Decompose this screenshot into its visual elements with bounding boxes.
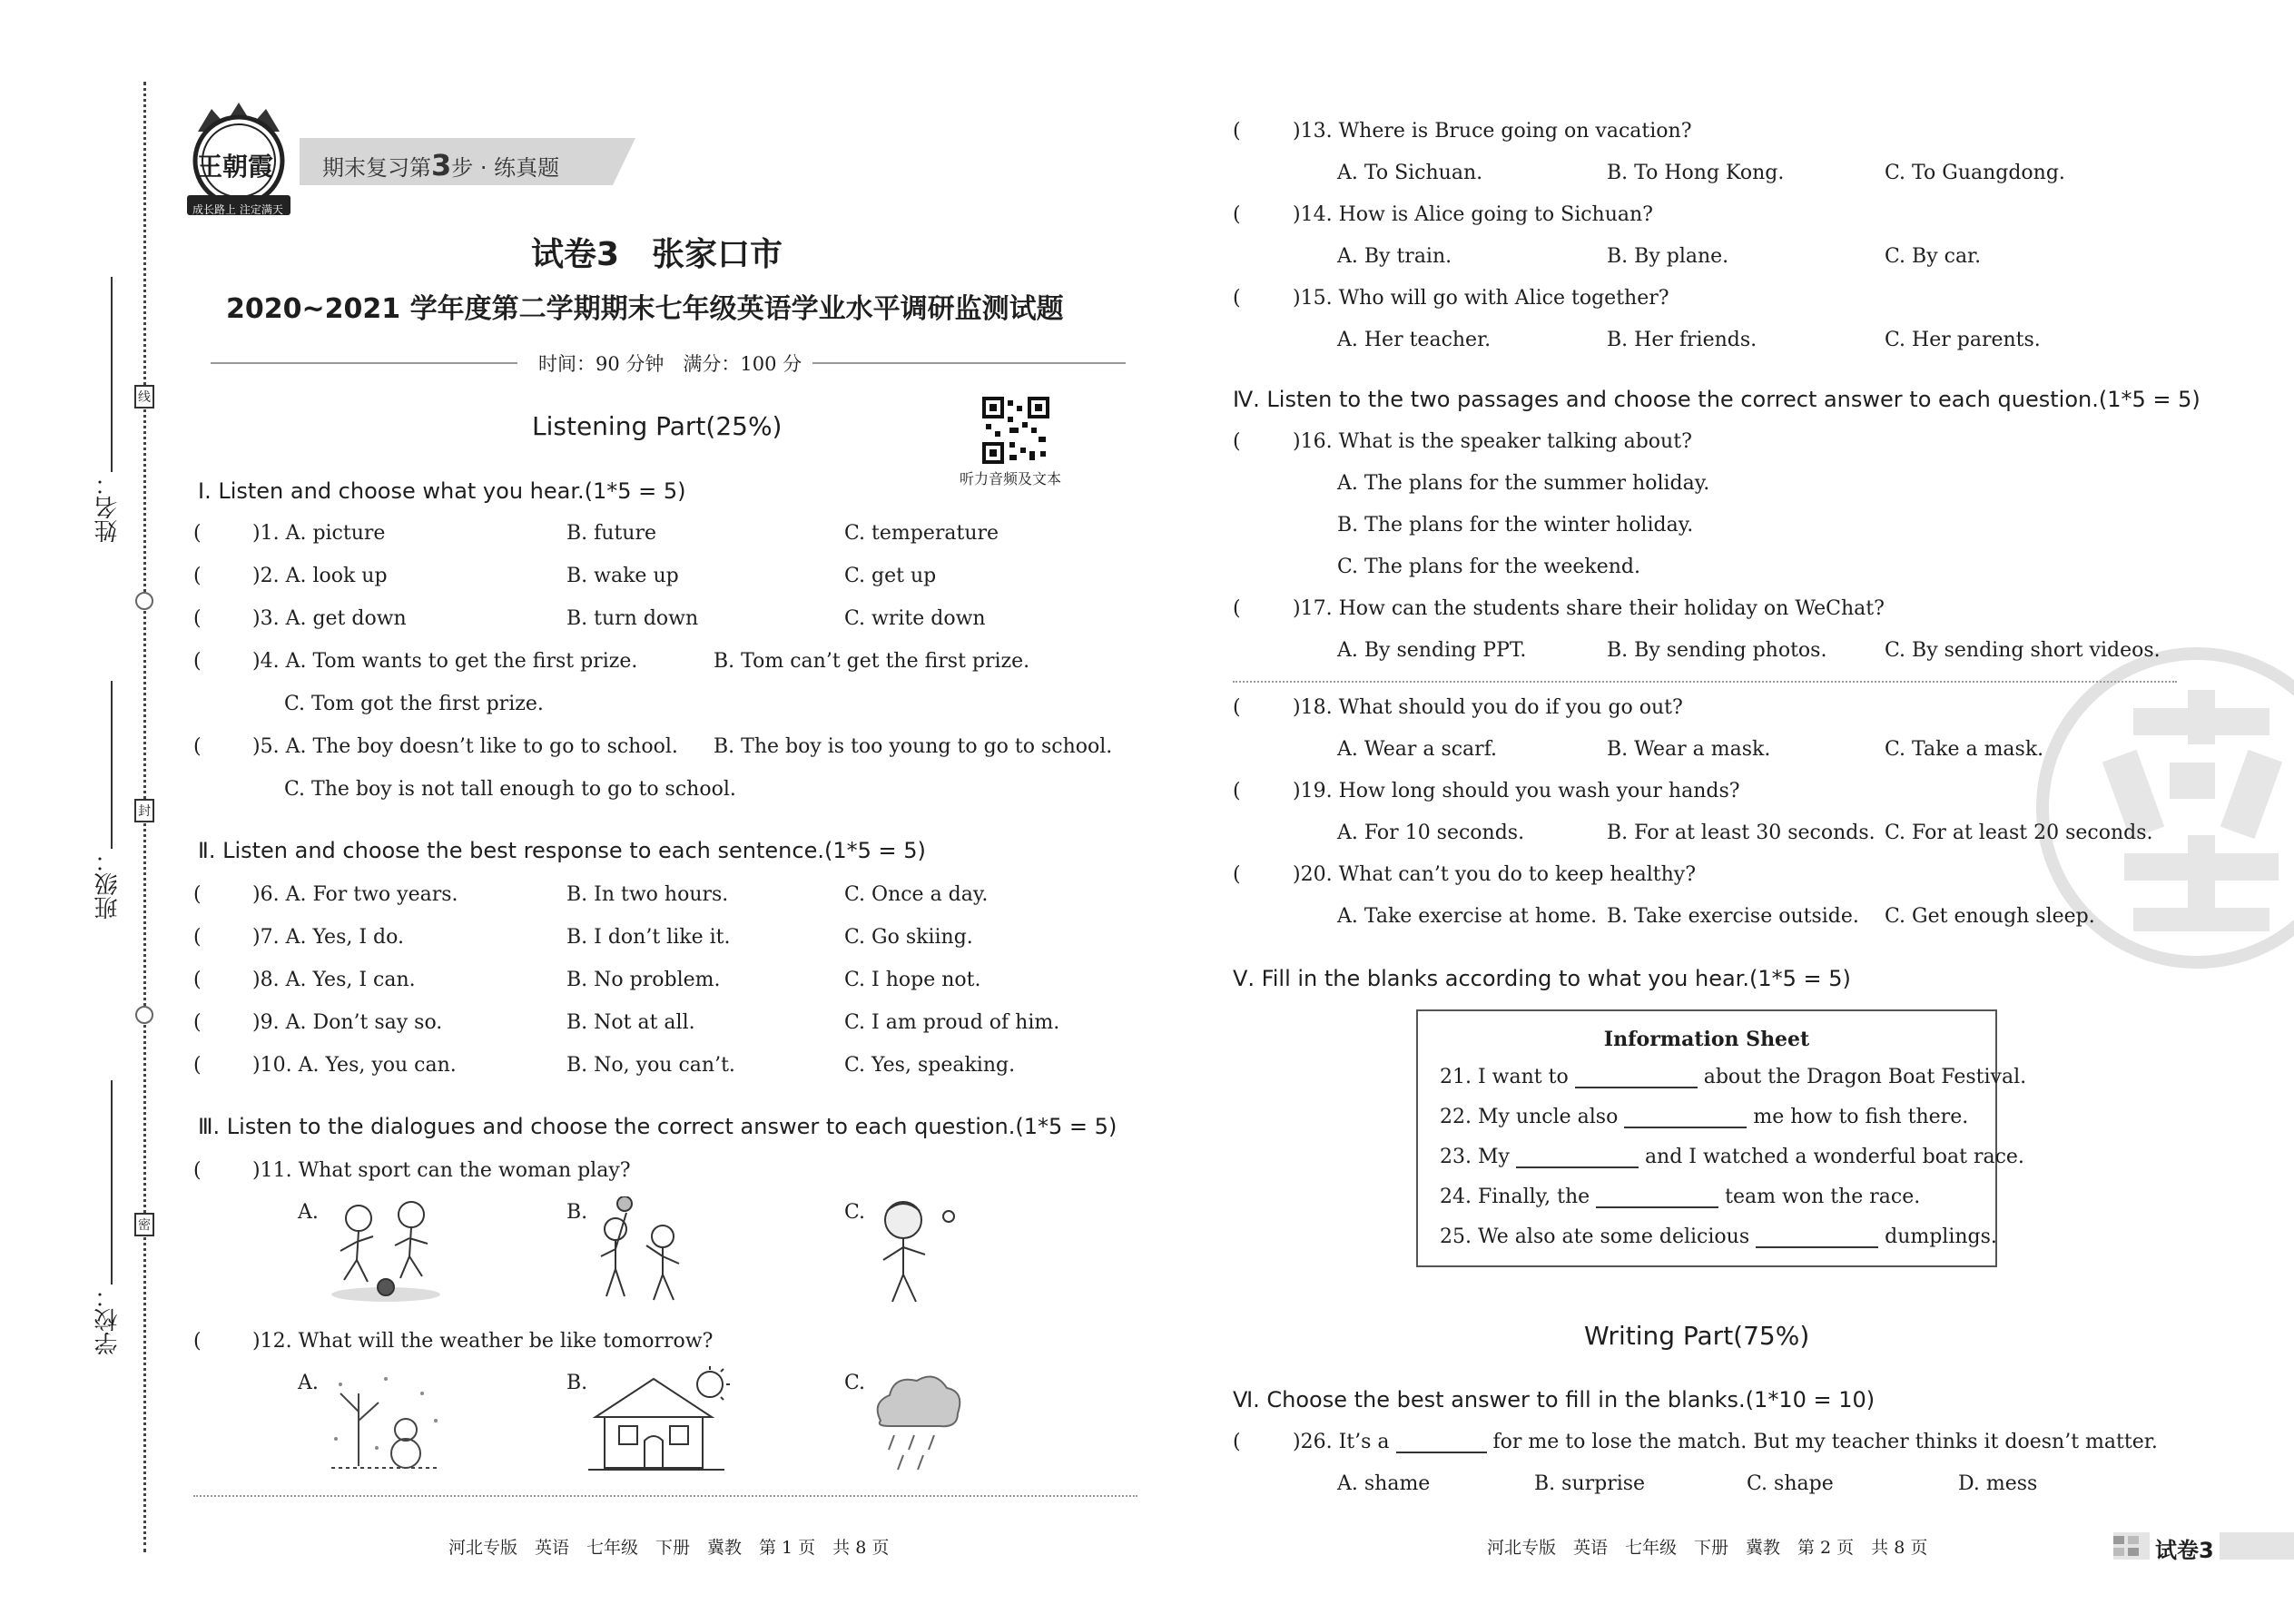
q20-option-a: A. Take exercise at home. bbox=[1337, 905, 1598, 928]
paper-subtitle: 2020~2021 学年度第二学期期末七年级英语学业水平调研监测试题 bbox=[226, 293, 1064, 325]
fill-23-before: 23. My bbox=[1440, 1146, 1510, 1168]
school-blank bbox=[111, 1080, 113, 1284]
answer-paren[interactable]: ( bbox=[193, 1330, 202, 1353]
q7-option-b: B. I don’t like it. bbox=[566, 926, 731, 949]
blank-22-input[interactable] bbox=[1624, 1108, 1747, 1128]
q20-option-c: C. Get enough sleep. bbox=[1885, 905, 2095, 928]
q3-option-c: C. write down bbox=[844, 607, 986, 630]
q6-option-c: C. Once a day. bbox=[844, 883, 989, 906]
meta-rule-right bbox=[812, 362, 1126, 364]
q8-option-b: B. No problem. bbox=[566, 969, 721, 991]
q14-question: )14. How is Alice going to Sichuan? bbox=[1293, 203, 1653, 226]
q16-option-b: B. The plans for the winter holiday. bbox=[1337, 514, 1694, 536]
knot-icon bbox=[135, 592, 153, 610]
q20-option-b: B. Take exercise outside. bbox=[1607, 905, 1859, 928]
q2-option-b: B. wake up bbox=[566, 565, 679, 587]
name-blank bbox=[111, 277, 113, 472]
q8-option-c: C. I hope not. bbox=[844, 969, 981, 991]
q20-question: )20. What can’t you do to keep healthy? bbox=[1293, 863, 1696, 886]
class-label: 班级： bbox=[94, 849, 122, 920]
fill-line-22 bbox=[1440, 1106, 1968, 1128]
q26-after: for me to lose the match. But my teacher thinks it doesn’t matter. bbox=[1492, 1431, 2158, 1453]
answer-paren[interactable]: ( bbox=[1233, 120, 1241, 143]
q13-option-c: C. To Guangdong. bbox=[1885, 162, 2065, 184]
q11-question: )11. What sport can the woman play? bbox=[252, 1159, 631, 1182]
answer-paren[interactable]: ( bbox=[193, 1011, 202, 1034]
q14-option-b: B. By plane. bbox=[1607, 245, 1729, 268]
fill-25-after: dumplings. bbox=[1885, 1225, 1997, 1248]
corner-tab-label: 试卷3 bbox=[2150, 1532, 2220, 1564]
q14-option-c: C. By car. bbox=[1885, 245, 1982, 268]
q13-question: )13. Where is Bruce going on vacation? bbox=[1293, 120, 1692, 143]
answer-paren[interactable]: ( bbox=[1233, 287, 1241, 310]
fill-24-after: team won the race. bbox=[1725, 1186, 1921, 1208]
q26-option-a: A. shame bbox=[1337, 1472, 1431, 1495]
q17-question: )17. How can the students share their holiday on WeChat? bbox=[1293, 597, 1885, 620]
section-1-title: Ⅰ. Listen and choose what you hear.(1*5 = 5) bbox=[198, 478, 686, 504]
q10-option-b: B. No, you can’t. bbox=[566, 1054, 735, 1077]
answer-paren[interactable]: ( bbox=[1233, 863, 1241, 886]
basketball-kids-icon bbox=[588, 1196, 697, 1310]
q26-question bbox=[1293, 1431, 2158, 1453]
fill-22-after: me how to fish there. bbox=[1753, 1106, 1969, 1128]
school-label: 学校： bbox=[94, 1284, 122, 1355]
q3-option-a: )3. A. get down bbox=[252, 607, 407, 630]
writing-title: Writing Part(75%) bbox=[1584, 1321, 1810, 1351]
q4-option-b: B. Tom can’t get the first prize. bbox=[714, 650, 1030, 673]
corner-tab-dot bbox=[2113, 1536, 2124, 1544]
q5-option-b: B. The boy is too young to go to school. bbox=[714, 735, 1113, 758]
tagline-step: 3 bbox=[431, 148, 452, 182]
fill-22-before: 22. My uncle also bbox=[1440, 1106, 1619, 1128]
answer-paren[interactable]: ( bbox=[193, 1159, 202, 1182]
q26-option-b: B. surprise bbox=[1534, 1472, 1646, 1495]
fill-line-23 bbox=[1440, 1146, 2024, 1168]
q7-option-a: )7. A. Yes, I do. bbox=[252, 926, 404, 949]
q19-option-c: C. For at least 20 seconds. bbox=[1885, 822, 2153, 844]
q15-option-b: B. Her friends. bbox=[1607, 329, 1757, 351]
q13-option-a: A. To Sichuan. bbox=[1337, 162, 1483, 184]
q13-option-b: B. To Hong Kong. bbox=[1607, 162, 1785, 184]
q12-label-b: B. bbox=[566, 1372, 588, 1394]
seal-seal-char: 封 bbox=[134, 799, 154, 822]
listening-title: Listening Part(25%) bbox=[532, 411, 783, 441]
q15-option-a: A. Her teacher. bbox=[1337, 329, 1492, 351]
tagline-prefix: 期末复习第 bbox=[322, 155, 431, 181]
fill-23-after: and I watched a wonderful boat race. bbox=[1644, 1146, 2024, 1168]
q8-option-a: )8. A. Yes, I can. bbox=[252, 969, 416, 991]
qr-code-icon[interactable] bbox=[982, 397, 1049, 464]
tagline bbox=[322, 148, 559, 182]
footer-left: 河北专版 英语 七年级 下册 冀教 第 1 页 共 8 页 bbox=[448, 1538, 890, 1558]
blank-24-input[interactable] bbox=[1596, 1188, 1718, 1208]
q17-option-a: A. By sending PPT. bbox=[1337, 639, 1527, 662]
q18-question: )18. What should you do if you go out? bbox=[1293, 696, 1683, 719]
answer-paren[interactable]: ( bbox=[193, 883, 202, 906]
q4-option-c: C. Tom got the first prize. bbox=[284, 693, 544, 715]
q11-label-a: A. bbox=[298, 1201, 319, 1224]
answer-paren[interactable]: ( bbox=[1233, 203, 1241, 226]
secret-watermark-icon bbox=[2024, 635, 2294, 980]
class-blank bbox=[111, 681, 113, 849]
fill-25-before: 25. We also ate some delicious bbox=[1440, 1225, 1750, 1248]
answer-paren[interactable]: ( bbox=[193, 565, 202, 587]
q6-option-a: )6. A. For two years. bbox=[252, 883, 458, 906]
answer-paren[interactable]: ( bbox=[193, 1054, 202, 1077]
baseball-player-icon bbox=[867, 1196, 967, 1310]
fill-24-before: 24. Finally, the bbox=[1440, 1186, 1590, 1208]
q19-question: )19. How long should you wash your hands? bbox=[1293, 780, 1740, 802]
fill-21-before: 21. I want to bbox=[1440, 1066, 1569, 1088]
page-divider-left bbox=[193, 1495, 1137, 1497]
fill-line-21 bbox=[1440, 1066, 2026, 1088]
information-sheet-title: Information Sheet bbox=[1603, 1028, 1810, 1051]
q1-option-b: B. future bbox=[566, 522, 657, 545]
qr-caption: 听力音频及文本 bbox=[960, 470, 1062, 487]
q14-option-a: A. By train. bbox=[1337, 245, 1452, 268]
q10-option-a: )10. A. Yes, you can. bbox=[252, 1054, 457, 1077]
q16-option-a: A. The plans for the summer holiday. bbox=[1337, 472, 1710, 495]
section-6-title: Ⅵ. Choose the best answer to fill in the blanks.(1*10 = 10) bbox=[1233, 1387, 1876, 1412]
blank-23-input[interactable] bbox=[1516, 1148, 1639, 1168]
answer-paren[interactable]: ( bbox=[1233, 1431, 1241, 1453]
q9-option-a: )9. A. Don’t say so. bbox=[252, 1011, 443, 1034]
q1-option-c: C. temperature bbox=[844, 522, 999, 545]
q6-option-b: B. In two hours. bbox=[566, 883, 729, 906]
answer-paren[interactable]: ( bbox=[1233, 780, 1241, 802]
q1-option-a: )1. A. picture bbox=[252, 522, 386, 545]
q11-label-b: B. bbox=[566, 1201, 588, 1224]
exam-meta: 时间：90 分钟 满分：100 分 bbox=[538, 353, 802, 375]
meta-rule-left bbox=[211, 362, 517, 364]
q18-option-a: A. Wear a scarf. bbox=[1337, 738, 1498, 761]
blank-21-input[interactable] bbox=[1575, 1068, 1698, 1088]
q5-option-c: C. The boy is not tall enough to go to school. bbox=[284, 778, 736, 801]
information-sheet bbox=[1416, 1009, 2027, 1267]
q2-option-a: )2. A. look up bbox=[252, 565, 388, 587]
q4-option-a: )4. A. Tom wants to get the first prize. bbox=[252, 650, 638, 673]
section-5-title: Ⅴ. Fill in the blanks according to what you hear.(1*5 = 5) bbox=[1233, 966, 1851, 991]
q5-option-a: )5. A. The boy doesn’t like to go to school. bbox=[252, 735, 678, 758]
footer-right: 河北专版 英语 七年级 下册 冀教 第 2 页 共 8 页 bbox=[1487, 1538, 1928, 1558]
q16-question: )16. What is the speaker talking about? bbox=[1293, 430, 1692, 453]
answer-paren[interactable]: ( bbox=[193, 650, 202, 673]
answer-paren[interactable]: ( bbox=[193, 969, 202, 991]
brand-logo-text: 王朝霞 bbox=[197, 152, 274, 182]
q7-option-c: C. Go skiing. bbox=[844, 926, 973, 949]
section-3-title: Ⅲ. Listen to the dialogues and choose the correct answer to each question.(1*5 = 5) bbox=[198, 1114, 1117, 1139]
rainy-cloud-icon bbox=[867, 1366, 967, 1480]
knot-icon bbox=[135, 1006, 153, 1024]
tagline-suffix: 步 · 练真题 bbox=[451, 155, 560, 181]
q26-option-c: C. shape bbox=[1747, 1472, 1834, 1495]
q9-option-b: B. Not at all. bbox=[566, 1011, 695, 1034]
fill-21-after: about the Dragon Boat Festival. bbox=[1703, 1066, 2027, 1088]
answer-paren[interactable]: ( bbox=[193, 926, 202, 949]
q2-option-c: C. get up bbox=[844, 565, 937, 587]
q18-option-b: B. Wear a mask. bbox=[1607, 738, 1771, 761]
answer-paren[interactable]: ( bbox=[193, 607, 202, 630]
fill-line-24 bbox=[1440, 1186, 1920, 1208]
passage-divider bbox=[1233, 681, 2177, 683]
corner-tab-dot bbox=[2128, 1536, 2139, 1544]
seal-line-char: 线 bbox=[134, 385, 154, 408]
answer-paren[interactable]: ( bbox=[1233, 430, 1241, 453]
corner-tab-dot bbox=[2128, 1548, 2139, 1556]
football-kids-icon bbox=[322, 1196, 449, 1305]
snowy-snowman-icon bbox=[322, 1366, 449, 1475]
q15-question: )15. Who will go with Alice together? bbox=[1293, 287, 1669, 310]
q12-question: )12. What will the weather be like tomorrow? bbox=[252, 1330, 714, 1353]
q19-option-a: A. For 10 seconds. bbox=[1337, 822, 1525, 844]
name-label: 姓名： bbox=[94, 472, 122, 543]
q12-label-a: A. bbox=[298, 1372, 319, 1394]
q19-option-b: B. For at least 30 seconds. bbox=[1607, 822, 1876, 844]
q16-option-c: C. The plans for the weekend. bbox=[1337, 556, 1640, 578]
answer-paren[interactable]: ( bbox=[193, 735, 202, 758]
q10-option-c: C. Yes, speaking. bbox=[844, 1054, 1016, 1077]
blank-25-input[interactable] bbox=[1756, 1228, 1878, 1248]
answer-paren[interactable]: ( bbox=[193, 522, 202, 545]
section-4-title: Ⅳ. Listen to the two passages and choose the correct answer to each question.(1*5 = 5) bbox=[1233, 387, 2200, 412]
brand-slogan: 成长路上 注定满天 bbox=[192, 203, 283, 216]
q3-option-b: B. turn down bbox=[566, 607, 699, 630]
q26-before: )26. It’s a bbox=[1293, 1431, 1390, 1453]
answer-paren[interactable]: ( bbox=[1233, 597, 1241, 620]
q12-label-c: C. bbox=[844, 1372, 866, 1394]
q15-option-c: C. Her parents. bbox=[1885, 329, 2041, 351]
q9-option-c: C. I am proud of him. bbox=[844, 1011, 1060, 1034]
q11-label-c: C. bbox=[844, 1201, 866, 1224]
fill-line-25 bbox=[1440, 1225, 1997, 1248]
q17-option-c: C. By sending short videos. bbox=[1885, 639, 2161, 662]
q26-option-d: D. mess bbox=[1958, 1472, 2038, 1495]
sunny-house-icon bbox=[588, 1366, 733, 1480]
answer-paren[interactable]: ( bbox=[1233, 696, 1241, 719]
seal-secret-char: 密 bbox=[134, 1213, 154, 1236]
paper-title: 试卷3 张家口市 bbox=[531, 236, 783, 273]
q17-option-b: B. By sending photos. bbox=[1607, 639, 1827, 662]
blank-26-input[interactable] bbox=[1396, 1433, 1487, 1453]
section-2-title: Ⅱ. Listen and choose the best response to each sentence.(1*5 = 5) bbox=[198, 838, 926, 863]
corner-tab-dot bbox=[2113, 1548, 2124, 1556]
q18-option-c: C. Take a mask. bbox=[1885, 738, 2044, 761]
